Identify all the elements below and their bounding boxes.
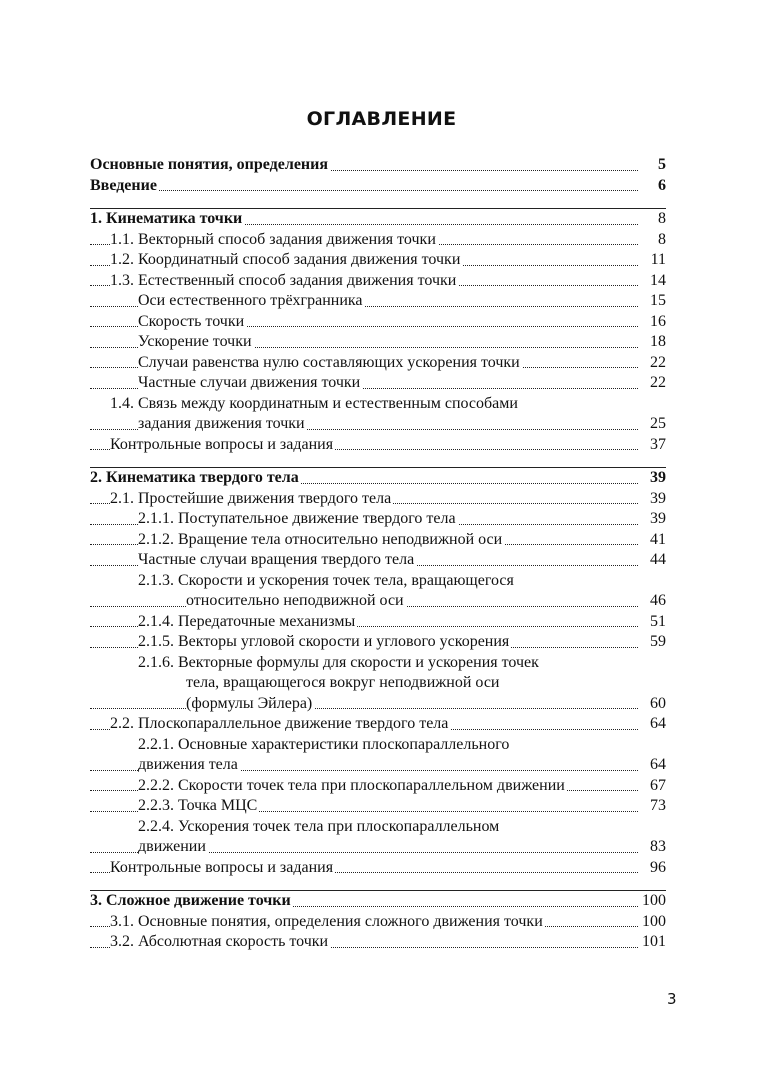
toc-entry[interactable]: (формулы Эйлера) 60 [90,694,666,715]
toc-entry[interactable]: 2.1.4. Передаточные механизмы 51 [90,612,666,633]
toc-entry[interactable]: Ускорение точки 18 [90,332,666,353]
toc-entry[interactable]: 3. Сложное движение точки 100 [90,891,666,912]
toc-entry[interactable]: 2. Кинематика твердого тела 39 [90,468,666,489]
toc-entry[interactable]: тела, вращающегося вокруг неподвижной оси [186,674,500,691]
toc-entry[interactable]: 2.1.6. Векторные формулы для скорости и ускорения точек [138,653,539,671]
toc-entry[interactable]: 2.2.4. Ускорения точек тела при плоскопараллельном [138,817,500,835]
toc-entry[interactable]: движения тела 64 [90,755,666,776]
toc-entry[interactable]: 3.1. Основные понятия, определения сложного движения точки 100 [90,912,666,933]
toc-entry[interactable]: 2.1.3. Скорости и ускорения точек тела, вращающегося [138,571,514,589]
toc-entry[interactable]: 2.2. Плоскопараллельное движение твердого тела 64 [90,714,666,735]
toc-entry[interactable]: 3.2. Абсолютная скорость точки 101 [90,932,666,953]
toc-entry[interactable]: задания движения точки 25 [90,414,666,435]
toc-entry[interactable]: Частные случаи движения точки 22 [90,373,666,394]
toc-entry[interactable]: 2.2.2. Скорости точек тела при плоскопараллельном движении 67 [90,776,666,797]
toc-entry[interactable]: 2.1.5. Векторы угловой скорости и углового ускорения 59 [90,632,666,653]
toc-entry[interactable]: 1.4. Связь между координатным и естественным способами [110,394,518,412]
toc-entry[interactable]: Основные понятия, определения 5 [90,155,666,176]
toc-entry[interactable]: 1.3. Естественный способ задания движения точки 14 [90,271,666,292]
page-title: ОГЛАВЛЕНИЕ [306,108,457,130]
toc-entry[interactable]: Скорость точки 16 [90,312,666,333]
toc-entry[interactable]: 1. Кинематика точки 8 [90,209,666,230]
table-of-contents [90,155,666,953]
toc-entry[interactable]: 1.2. Координатный способ задания движения точки 11 [90,250,666,271]
toc-entry[interactable]: Случаи равенства нулю составляющих ускорения точки 22 [90,353,666,374]
toc-entry[interactable]: относительно неподвижной оси 46 [90,591,666,612]
toc-entry[interactable]: Оси естественного трёхгранника 15 [90,291,666,312]
toc-entry[interactable]: Частные случаи вращения твердого тела 44 [90,550,666,571]
toc-entry[interactable]: 2.2.1. Основные характеристики плоскопараллельного [138,735,510,753]
toc-entry[interactable]: Контрольные вопросы и задания 96 [90,858,666,879]
toc-entry[interactable]: Контрольные вопросы и задания 37 [90,435,666,456]
toc-entry[interactable]: движении 83 [90,837,666,858]
toc-entry[interactable]: 2.1.2. Вращение тела относительно неподвижной оси 41 [90,530,666,551]
toc-entry[interactable]: 1.1. Векторный способ задания движения точки 8 [90,230,666,251]
page-number: 3 [667,990,677,1008]
toc-entry[interactable]: 2.1.1. Поступательное движение твердого тела 39 [90,509,666,530]
toc-entry[interactable]: Введение 6 [90,176,666,197]
toc-entry[interactable]: 2.2.3. Точка МЦС 73 [90,796,666,817]
toc-entry[interactable]: 2.1. Простейшие движения твердого тела 39 [90,489,666,510]
